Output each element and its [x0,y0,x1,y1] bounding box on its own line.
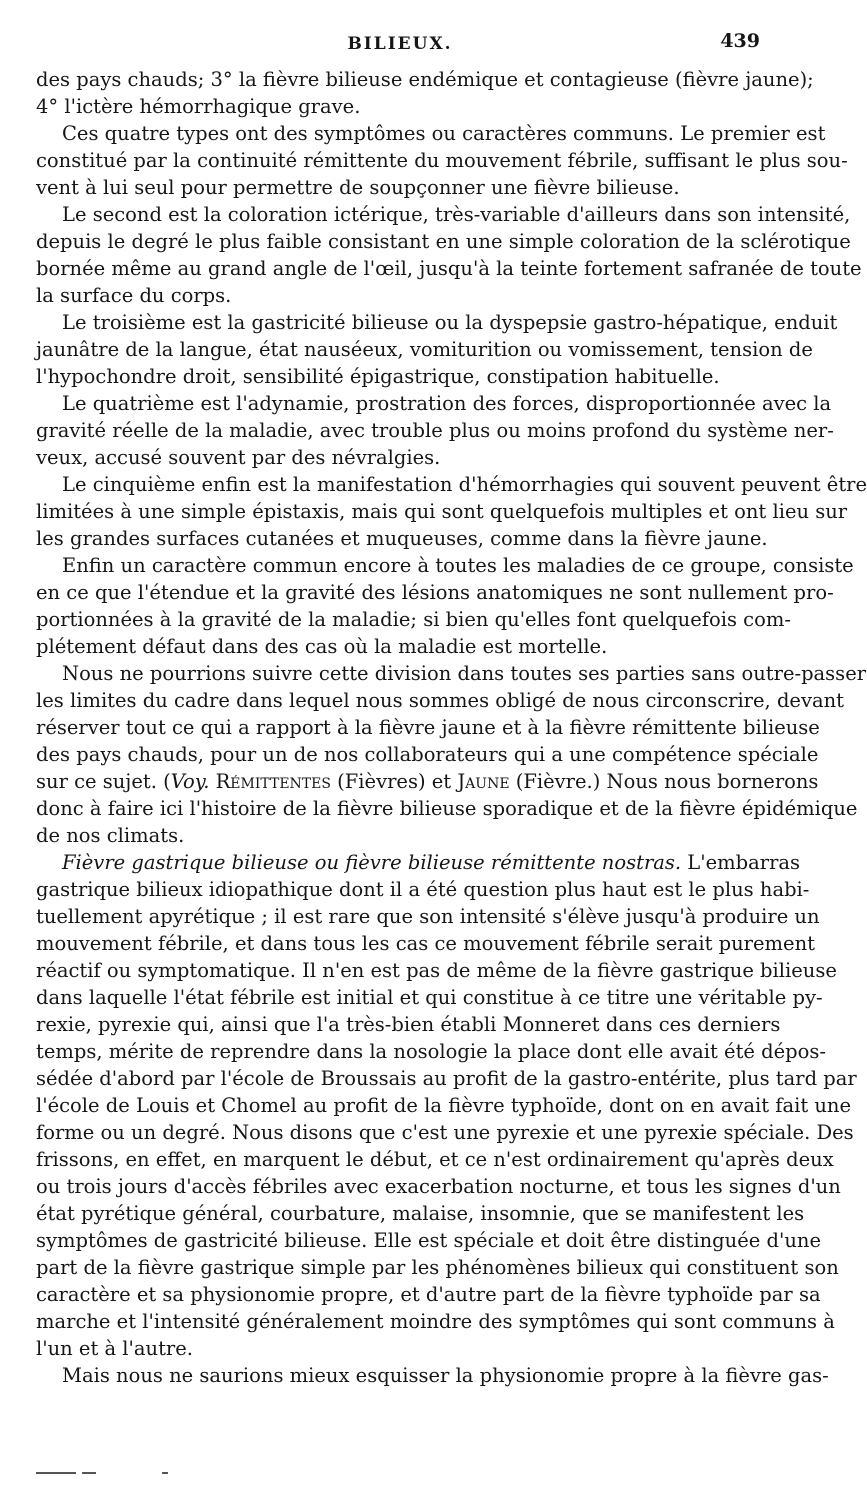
text-line [36,1362,829,1389]
text-line [36,228,851,255]
text-segment: portionnées à la gravité de la maladie; si bien qu'elles font quelquefois com- [36,608,791,631]
text-segment: L'embarras [681,851,801,874]
text-line [36,741,819,768]
text-line [36,282,766,309]
text-line [36,714,820,741]
text-line [36,1119,854,1146]
text-segment: Nous ne pourrions suivre cette division dans toutes ses parties sans outre-passer [62,662,867,685]
text-line [36,417,834,444]
text-line [36,795,858,822]
text-line [36,768,819,795]
text-segment: plétement défaut dans des cas où la maladie est mortelle. [36,635,608,658]
text-segment: l'un et à l'autre. [36,1337,193,1360]
text-line [36,984,823,1011]
text-segment: les limites du cadre dans lequel nous sommes obligé de nous circonscrire, devant [36,689,845,712]
text-line [36,579,834,606]
page-header [0,30,800,62]
text-segment: la surface du corps. [36,284,232,307]
text-line [36,1146,834,1173]
text-segment: (Fièvres) et [330,770,458,793]
text-segment: forme ou un degré. Nous disons que c'est une pyrexie et une pyrexie spéciale. Des [36,1121,854,1144]
text-line [36,822,766,849]
text-segment: symptômes de gastricité bilieuse. Elle est spéciale et doit être distinguée d'une [36,1229,822,1252]
text-line [36,471,867,498]
text-segment: limitées à une simple épistaxis, mais qui sont quelquefois multiples et ont lieu sur [36,500,848,523]
text-line [36,1308,835,1335]
small-caps-text: Jaune [457,770,510,793]
text-segment: frissons, en effet, en marquent le début, et ce n'est ordinairement qu'après deux [36,1148,834,1171]
text-line [36,1254,839,1281]
text-line [36,876,810,903]
text-line [36,147,848,174]
text-line [36,255,862,282]
text-line [36,1011,781,1038]
text-line [36,1092,852,1119]
text-segment: 4° l'ictère hémorrhagique grave. [36,95,361,118]
text-segment: gravité réelle de la maladie, avec trouble plus ou moins profond du système ner- [36,419,834,442]
text-line [36,1281,821,1308]
text-segment: réactif ou symptomatique. Il n'en est pas de même de la fièvre gastrique bilieuse [36,959,837,982]
text-segment: rexie, pyrexie qui, ainsi que l'a très-bien établi Monneret dans ces derniers [36,1013,781,1036]
text-line [36,336,813,363]
text-line [36,93,766,120]
text-segment: vent à lui seul pour permettre de soupçonner une fièvre bilieuse. [36,176,680,199]
text-line [36,1227,822,1254]
text-segment: l'école de Louis et Chomel au profit de la fièvre typhoïde, dont on en avait fait une [36,1094,852,1117]
text-segment: marche et l'intensité généralement moindre des symptômes qui sont communs à [36,1310,835,1333]
text-line [36,1335,766,1362]
text-segment: veux, accusé souvent par des névralgies. [36,446,441,469]
body-text [36,66,867,1389]
footer-dash [162,1472,168,1474]
text-segment: Mais nous ne saurions mieux esquisser la physionomie propre à la fièvre gas- [62,1364,829,1387]
text-segment: donc à faire ici l'histoire de la fièvre bilieuse sporadique et de la fièvre épidémique [36,797,858,820]
text-segment: bornée même au grand angle de l'œil, jusqu'à la teinte fortement safranée de toute [36,257,862,280]
text-segment: de nos climats. [36,824,185,847]
text-segment: mouvement fébrile, et dans tous les cas ce mouvement fébrile serait purement [36,932,815,955]
text-segment: depuis le degré le plus faible consistant en une simple coloration de la sclérotique [36,230,851,253]
text-segment: sur ce sujet. ( [36,770,171,793]
text-line [36,606,791,633]
text-line [36,120,826,147]
text-line [36,687,845,714]
text-segment: jaunâtre de la langue, état nauséeux, vomiturition ou vomissement, tension de [36,338,813,361]
text-line [36,201,851,228]
footer-printer-mark [36,1462,256,1470]
text-line [36,633,766,660]
text-line [36,660,867,687]
text-segment: constitué par la continuité rémittente du mouvement fébrile, suffisant le plus sou- [36,149,848,172]
text-line [36,444,766,471]
text-line [36,552,854,579]
text-segment: part de la fièvre gastrique simple par les phénomènes bilieux qui constituent son [36,1256,839,1279]
text-segment: caractère et sa physionomie propre, et d'autre part de la fièvre typhoïde par sa [36,1283,821,1306]
text-line [36,957,837,984]
text-line [36,930,815,957]
running-head: BILIEUX. [347,34,453,54]
italic-text: Fièvre gastrique bilieuse ou fièvre bilieuse rémittente nostras. [62,851,682,874]
text-segment: tuellement apyrétique ; il est rare que son intensité s'élève jusqu'à produire un [36,905,820,928]
text-line [36,363,766,390]
text-segment: Le second est la coloration ictérique, très-variable d'ailleurs dans son intensité, [62,203,851,226]
text-segment: Enfin un caractère commun encore à toutes les maladies de ce groupe, consiste [62,554,854,577]
text-segment: réserver tout ce qui a rapport à la fièvre jaune et à la fièvre rémittente bilieuse [36,716,820,739]
text-line [36,1065,857,1092]
text-segment: sédée d'abord par l'école de Broussais au profit de la gastro-entérite, plus tard par [36,1067,857,1090]
text-segment: (Fièvre.) Nous nous bornerons [509,770,819,793]
small-caps-text: Rémittentes [215,770,331,793]
text-segment: gastrique bilieux idiopathique dont il a été question plus haut est le plus habi- [36,878,810,901]
text-segment: les grandes surfaces cutanées et muqueuses, comme dans la fièvre jaune. [36,527,768,550]
footer-dash [82,1472,96,1474]
text-line [36,174,766,201]
text-line [36,1038,826,1065]
text-segment: état pyrétique général, courbature, malaise, insomnie, que se manifestent les [36,1202,805,1225]
text-segment: l'hypochondre droit, sensibilité épigastrique, constipation habituelle. [36,365,720,388]
page-number: 439 [720,30,760,52]
footer-dash [36,1472,76,1474]
text-line [36,525,766,552]
text-segment: en ce que l'étendue et la gravité des lésions anatomiques ne sont nullement pro- [36,581,834,604]
text-segment: temps, mérite de reprendre dans la nosologie la place dont elle avait été dépos- [36,1040,826,1063]
italic-text: Voy. [170,770,210,793]
text-line [36,1200,805,1227]
text-line [36,309,838,336]
text-segment: des pays chauds, pour un de nos collaborateurs qui a une compétence spéciale [36,743,819,766]
text-line [36,849,801,876]
text-segment: des pays chauds; 3° la fièvre bilieuse endémique et contagieuse (fièvre jaune); [36,68,814,91]
text-line [36,903,820,930]
text-line [36,1173,841,1200]
text-segment: Le cinquième enfin est la manifestation d'hémorrhagies qui souvent peuvent être [62,473,867,496]
text-line [36,390,832,417]
text-line [36,66,814,93]
text-segment: Ces quatre types ont des symptômes ou caractères communs. Le premier est [62,122,826,145]
text-segment: Le troisième est la gastricité bilieuse ou la dyspepsie gastro-hépatique, enduit [62,311,838,334]
text-line [36,498,848,525]
text-segment: dans laquelle l'état fébrile est initial et qui constitue à ce titre une véritable py- [36,986,823,1009]
text-segment: ou trois jours d'accès fébriles avec exacerbation nocturne, et tous les signes d'un [36,1175,841,1198]
text-segment: Le quatrième est l'adynamie, prostration des forces, disproportionnée avec la [62,392,832,415]
